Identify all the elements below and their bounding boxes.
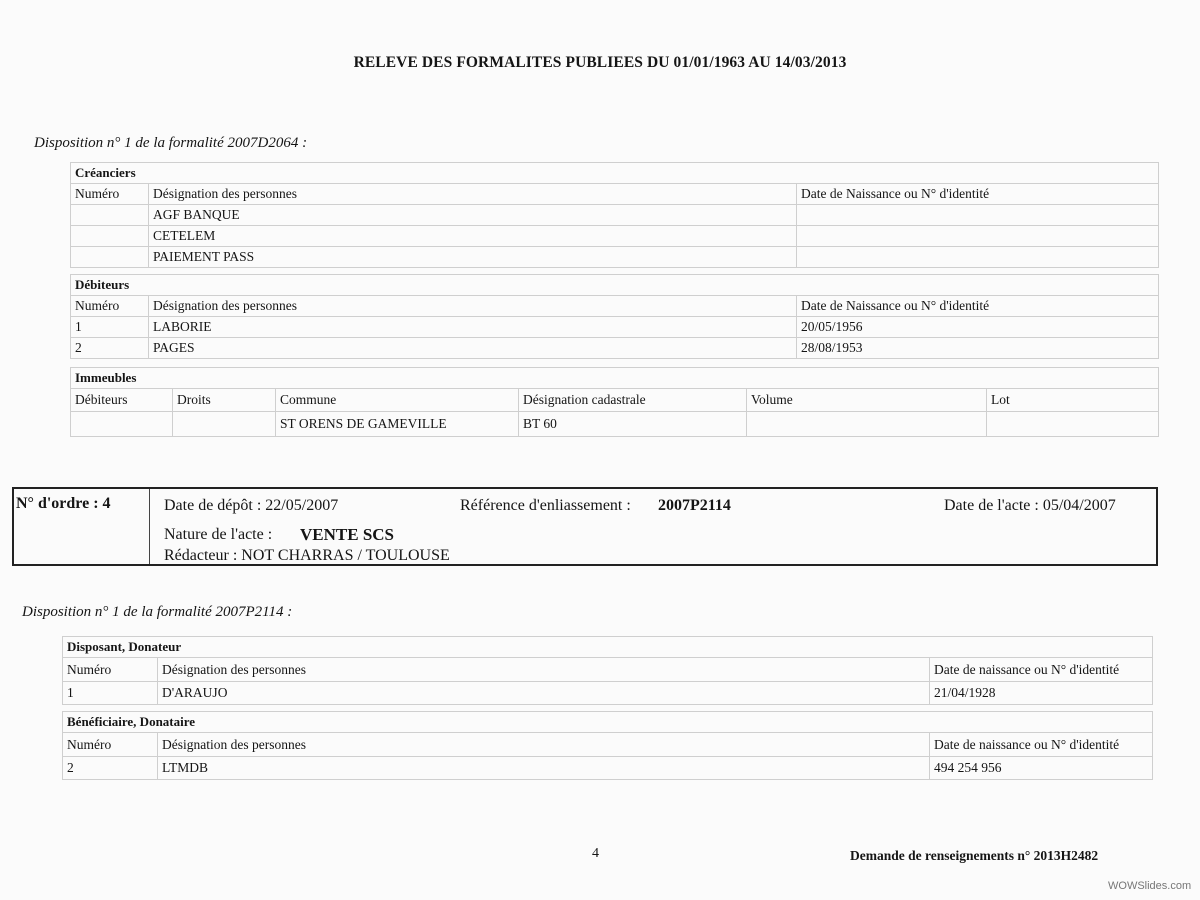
table-row <box>71 338 1159 359</box>
table-row <box>71 247 1159 268</box>
section-label-disposant: Disposant, Donateur <box>63 637 1153 658</box>
table-header-row <box>71 296 1159 317</box>
column-header: Lot <box>987 389 1159 412</box>
disposition-heading: Disposition n° 1 de la formalité 2007P2114 : <box>22 604 293 620</box>
page-title: RELEVE DES FORMALITES PUBLIEES DU 01/01/1963 AU 14/03/2013 <box>353 54 847 71</box>
column-header: Volume <box>747 389 987 412</box>
cell-designation: LABORIE <box>149 317 797 338</box>
section-label-beneficiaire: Bénéficiaire, Donataire <box>63 712 1153 733</box>
column-header: Désignation cadastrale <box>519 389 747 412</box>
cell-numero: 1 <box>63 682 158 705</box>
table-header-row <box>71 389 1159 412</box>
column-header: Débiteurs <box>71 389 173 412</box>
cell-designation: PAGES <box>149 338 797 359</box>
column-header: Date de naissance ou N° d'identité <box>930 658 1153 682</box>
table-row <box>63 757 1153 780</box>
cell-date: 494 254 956 <box>930 757 1153 780</box>
cell-date <box>797 205 1159 226</box>
column-header: Désignation des personnes <box>158 733 930 757</box>
ordre-number: N° d'ordre : 4 <box>14 489 150 564</box>
cell-date: 28/08/1953 <box>797 338 1159 359</box>
table-row <box>71 226 1159 247</box>
table-row <box>63 682 1153 705</box>
ordre-box <box>12 487 1158 566</box>
table-row <box>71 205 1159 226</box>
column-header: Commune <box>276 389 519 412</box>
section-label-immeubles: Immeubles <box>71 368 1159 389</box>
cell-designation: AGF BANQUE <box>149 205 797 226</box>
demande-reference: Demande de renseignements n° 2013H2482 <box>850 848 1099 863</box>
page-number: 4 <box>592 846 599 861</box>
cell-numero <box>71 205 149 226</box>
cell-date <box>797 226 1159 247</box>
date-depot: Date de dépôt : 22/05/2007 <box>164 497 339 514</box>
table-row <box>71 317 1159 338</box>
column-header: Date de naissance ou N° d'identité <box>930 733 1153 757</box>
table-header-row <box>71 184 1159 205</box>
column-header: Droits <box>173 389 276 412</box>
section-label-debiteurs: Débiteurs <box>71 275 1159 296</box>
cell-numero: 1 <box>71 317 149 338</box>
column-header: Date de Naissance ou N° d'identité <box>797 296 1159 317</box>
column-header: Désignation des personnes <box>149 184 797 205</box>
cell-numero: 2 <box>63 757 158 780</box>
nature-label: Nature de l'acte : <box>164 526 273 543</box>
column-header: Numéro <box>63 658 158 682</box>
redacteur: Rédacteur : NOT CHARRAS / TOULOUSE <box>164 547 450 564</box>
cell-droits <box>173 412 276 437</box>
cell-volume <box>747 412 987 437</box>
reference-value: 2007P2114 <box>658 497 731 514</box>
cell-date: 20/05/1956 <box>797 317 1159 338</box>
cell-designation: D'ARAUJO <box>158 682 930 705</box>
cell-designation: PAIEMENT PASS <box>149 247 797 268</box>
table-row <box>71 412 1159 437</box>
column-header: Numéro <box>71 296 149 317</box>
column-header: Numéro <box>71 184 149 205</box>
column-header: Date de Naissance ou N° d'identité <box>797 184 1159 205</box>
cell-designation: LTMDB <box>158 757 930 780</box>
table-header-row <box>63 733 1153 757</box>
creanciers-debiteurs-table <box>70 162 1159 359</box>
cell-designation-cadastrale: BT 60 <box>519 412 747 437</box>
table-header-row <box>63 658 1153 682</box>
disposition-heading: Disposition n° 1 de la formalité 2007D2064 : <box>34 135 308 151</box>
date-acte: Date de l'acte : 05/04/2007 <box>944 497 1116 514</box>
cell-debiteurs <box>71 412 173 437</box>
column-header: Désignation des personnes <box>149 296 797 317</box>
column-header: Désignation des personnes <box>158 658 930 682</box>
cell-lot <box>987 412 1159 437</box>
watermark: WOWSlides.com <box>1108 880 1192 892</box>
nature-value: VENTE SCS <box>300 525 395 544</box>
cell-designation: CETELEM <box>149 226 797 247</box>
cell-date: 21/04/1928 <box>930 682 1153 705</box>
cell-commune: ST ORENS DE GAMEVILLE <box>276 412 519 437</box>
cell-numero <box>71 247 149 268</box>
section-label-creanciers: Créanciers <box>71 163 1159 184</box>
cell-numero: 2 <box>71 338 149 359</box>
cell-numero <box>71 226 149 247</box>
cell-date <box>797 247 1159 268</box>
immeubles-table <box>70 367 1159 437</box>
reference-label: Référence d'enliassement : <box>460 497 631 514</box>
column-header: Numéro <box>63 733 158 757</box>
disposant-beneficiaire-table <box>62 636 1153 780</box>
